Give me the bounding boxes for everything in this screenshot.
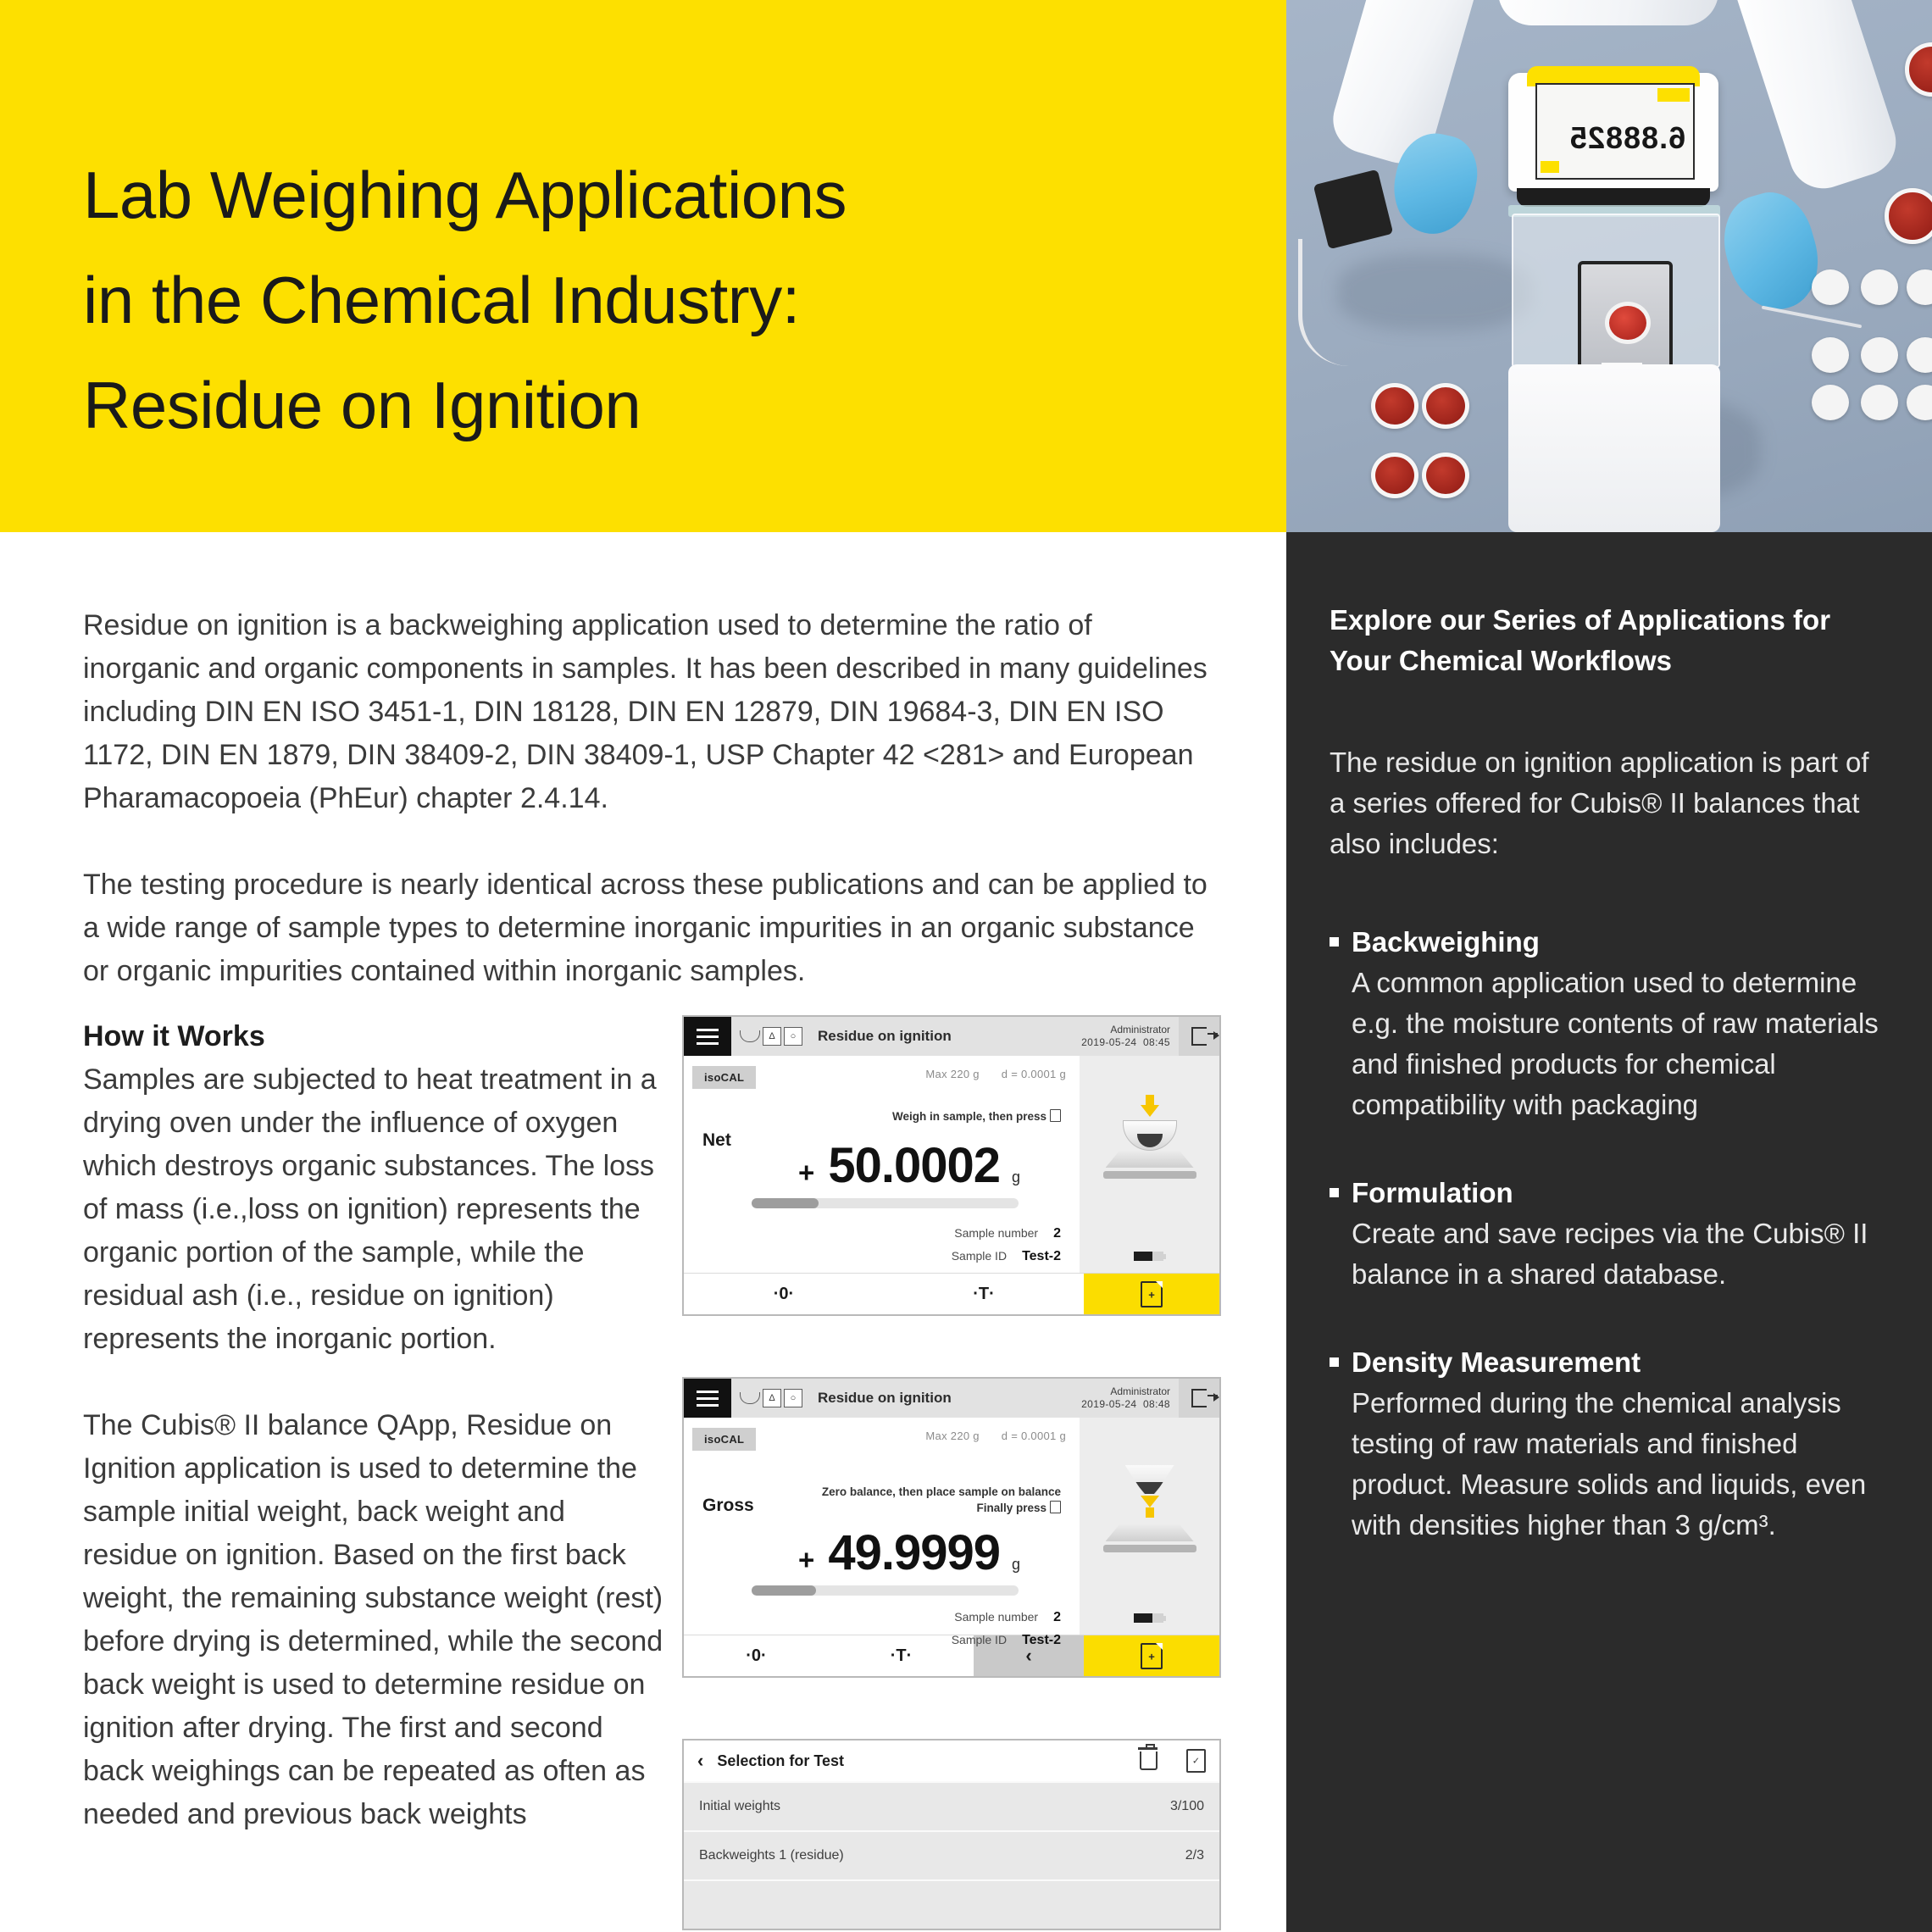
- page-title-line-3: Residue on Ignition: [83, 368, 641, 442]
- isocal-badge[interactable]: isoCAL: [692, 1428, 756, 1451]
- instruction-text: Zero balance, then place sample on balance Finally press: [821, 1485, 1061, 1514]
- sample-id-label: Sample ID: [951, 1249, 1008, 1263]
- balance-screenshot-gross: [682, 1377, 1221, 1678]
- balance-footer-keys: [684, 1273, 1219, 1314]
- table-row[interactable]: [684, 1879, 1219, 1929]
- sample-number-value: 2: [1053, 1610, 1061, 1624]
- document-plus-icon: +: [1141, 1281, 1163, 1307]
- photo-dish: [1861, 385, 1898, 420]
- bullet-square-icon: [1330, 1188, 1339, 1197]
- photo-dish: [1812, 385, 1849, 420]
- print-button[interactable]: [1084, 1274, 1219, 1314]
- list-item-title: Density Measurement: [1352, 1346, 1641, 1378]
- photo-dish: [1861, 269, 1898, 305]
- sidebar-heading: Explore our Series of Applications for Your Chemical Workflows: [1330, 604, 1831, 676]
- row-label: Backweights 1 (residue): [699, 1848, 844, 1863]
- table-row[interactable]: [684, 1781, 1219, 1830]
- balance-screen-body: [684, 1056, 1219, 1273]
- app-title: Residue on ignition: [818, 1028, 952, 1044]
- weight-sign: +: [798, 1544, 815, 1575]
- weight-sign: +: [798, 1157, 815, 1188]
- balance-pictogram-panel: [1080, 1056, 1219, 1273]
- photo-balance-screen: [1535, 83, 1695, 180]
- document-plus-icon: [1050, 1501, 1061, 1513]
- document-check-icon[interactable]: [1186, 1749, 1206, 1773]
- session-meta: [1081, 1017, 1179, 1056]
- sidebar-application-list: [1330, 922, 1880, 1546]
- sample-number-label: Sample number: [954, 1226, 1039, 1240]
- weight-unit: g: [1011, 1556, 1020, 1573]
- list-item-title: Backweighing: [1352, 926, 1540, 958]
- selection-list-header: [684, 1740, 1219, 1781]
- list-item: [1330, 1342, 1880, 1546]
- capacity-info: [907, 1430, 1066, 1442]
- row-count: 3/100: [1169, 1799, 1204, 1813]
- how-it-works-column: [83, 1015, 663, 1836]
- photo-balance-neck: [1517, 188, 1710, 207]
- level-icon: ○: [784, 1389, 802, 1407]
- zero-button[interactable]: ·0·: [773, 1284, 795, 1303]
- table-row[interactable]: [684, 1830, 1219, 1879]
- hero-band: [0, 0, 1932, 532]
- balance-screenshot-net: [682, 1015, 1221, 1316]
- qapp-body: The Cubis® II balance QApp, Residue on Ignition application is used to determine the sample initial weight, back weight and residue on ignition. Based on the first back weight, the remaining substance weight (rest) before drying is determined, while the second back weight is used to determine residue on ignition after drying. The first and second back weighings can be repeated as often as needed and previous back weights: [83, 1409, 663, 1830]
- tare-button[interactable]: ·T·: [973, 1284, 995, 1303]
- photo-dish: [1812, 269, 1849, 305]
- photo-dish: [1861, 337, 1898, 373]
- menu-button[interactable]: [684, 1017, 731, 1056]
- screenshot-stack: [682, 1015, 1224, 1930]
- selection-list-screenshot: [682, 1739, 1221, 1930]
- balance-topbar: [684, 1017, 1219, 1056]
- how-it-works-body: Samples are subjected to heat treatment in a drying oven under the influence of oxygen which destroys organic substances. The loss of mass (i.e.,loss on ignition) represents the organic portion of the sample, while the residual ash (i.e., residue on ignition) represents the inorganic portion.: [83, 1063, 657, 1355]
- photo-dish: [1371, 452, 1418, 498]
- hero-photo: [1286, 0, 1932, 532]
- menu-button[interactable]: [684, 1379, 731, 1418]
- list-item: [1330, 1173, 1880, 1295]
- print-button[interactable]: [1084, 1635, 1219, 1676]
- capacity-max: Max 220 g: [925, 1430, 980, 1442]
- lead-paragraph-2: The testing procedure is nearly identical across these publications and can be applied to a wide range of sample types to determine inorganic impurities in an organic substance or organic impurities contained within inorganic samples.: [83, 869, 1208, 987]
- photo-balance-reading: 6.88825: [1569, 120, 1686, 155]
- weighing-pan-icon: [740, 1030, 760, 1042]
- section-heading-how-it-works: How it Works: [83, 1020, 265, 1052]
- row-count: 2/3: [1185, 1848, 1204, 1863]
- balance-pictogram-panel: [1080, 1418, 1219, 1635]
- weight-readout: [798, 1137, 1020, 1194]
- logout-icon: [1191, 1389, 1207, 1407]
- logout-button[interactable]: [1179, 1017, 1219, 1056]
- trash-icon[interactable]: [1140, 1752, 1158, 1770]
- status-icons: [731, 1379, 809, 1418]
- document-plus-icon: +: [1141, 1643, 1163, 1669]
- photo-shoulder: [1498, 0, 1718, 25]
- user-name: Administrator: [1110, 1024, 1170, 1035]
- capacity-info: [907, 1068, 1066, 1080]
- instruction-text: Weigh in sample, then press: [892, 1108, 1061, 1124]
- sample-id-value: Test-2: [1022, 1633, 1061, 1647]
- logout-button[interactable]: [1179, 1379, 1219, 1418]
- list-item-body: Create and save recipes via the Cubis® II balance in a shared database.: [1352, 1218, 1868, 1290]
- weight-unit: g: [1011, 1169, 1020, 1185]
- date-time: 2019-05-24 08:48: [1081, 1398, 1170, 1410]
- sample-id-value: Test-2: [1022, 1249, 1061, 1263]
- sample-number-value: 2: [1053, 1226, 1061, 1241]
- battery-icon: [1134, 1252, 1166, 1261]
- session-meta: [1081, 1379, 1179, 1418]
- list-item-body: A common application used to determine e.g. the moisture contents of raw materials and finished products for chemical compatibility with packaging: [1352, 967, 1879, 1120]
- user-name: Administrator: [1110, 1385, 1170, 1397]
- bullet-square-icon: [1330, 937, 1339, 947]
- balance-topbar: [684, 1379, 1219, 1418]
- list-item-title: Formulation: [1352, 1177, 1513, 1208]
- page-title-line-1: Lab Weighing Applications: [83, 158, 847, 232]
- back-button[interactable]: ‹: [974, 1635, 1084, 1676]
- zero-button[interactable]: ·0·: [746, 1646, 767, 1665]
- capacity-max: Max 220 g: [925, 1068, 980, 1080]
- sample-info: [952, 1222, 1061, 1268]
- lead-paragraph-1: Residue on ignition is a backweighing application used to determine the ratio of inorganic and organic components in samples. It has been described in many guidelines including DIN EN ISO 3451-1, DIN 18128, DIN EN 12879, DIN 19684-3, DIN EN ISO 1172, DIN EN 1879, DIN 38409-2, DIN 38409-1, USP Chapter 42 <281> and European Pharamacopoeia (PhEur) chapter 2.4.14.: [83, 609, 1208, 814]
- page-title-line-2: in the Chemical Industry:: [83, 263, 800, 337]
- delta-icon: Δ: [763, 1027, 781, 1046]
- capacity-bargraph: [752, 1585, 1019, 1596]
- photo-dish: [1812, 337, 1849, 373]
- logout-icon: [1191, 1027, 1207, 1046]
- photo-dish: [1371, 383, 1418, 429]
- sample-id-label: Sample ID: [951, 1633, 1008, 1646]
- app-title: Residue on ignition: [818, 1390, 952, 1406]
- document-plus-icon: [1050, 1109, 1061, 1122]
- capacity-readability: d = 0.0001 g: [1001, 1068, 1066, 1080]
- weight-readout: [798, 1524, 1020, 1581]
- weigh-in-pictogram: [1103, 1095, 1196, 1179]
- isocal-badge[interactable]: isoCAL: [692, 1066, 756, 1089]
- photo-sample-plate: [1578, 261, 1673, 378]
- row-label: Initial weights: [699, 1799, 781, 1813]
- photo-dish: [1422, 383, 1469, 429]
- hero-yellow-panel: [0, 0, 1286, 532]
- weighing-mode: Gross: [702, 1496, 754, 1515]
- sample-number-label: Sample number: [954, 1610, 1039, 1624]
- date-time: 2019-05-24 08:45: [1081, 1036, 1170, 1048]
- tare-button[interactable]: ·T·: [890, 1646, 913, 1665]
- photo-balance-head: [1508, 73, 1718, 192]
- balance-screen-body: [684, 1418, 1219, 1647]
- page-title: [83, 142, 1219, 458]
- weight-value: 50.0002: [828, 1138, 1000, 1193]
- photo-shadow: [1337, 254, 1532, 330]
- sidebar-panel: [1286, 532, 1932, 1932]
- list-item-body: Performed during the chemical analysis testing of raw materials and finished product. Measure solids and liquids, even with densities higher than 3 g/cm³.: [1352, 1387, 1867, 1541]
- capacity-bargraph: [752, 1198, 1019, 1208]
- selection-list-title: Selection for Test: [717, 1752, 845, 1769]
- sidebar-intro: The residue on ignition application is part of a series offered for Cubis® II balances that also includes:: [1330, 747, 1869, 859]
- level-icon: ○: [784, 1027, 802, 1046]
- weighing-mode: Net: [702, 1130, 731, 1150]
- photo-sample-dish: [1605, 302, 1651, 344]
- weight-value: 49.9999: [828, 1525, 1000, 1580]
- sample-info: [952, 1606, 1061, 1652]
- delta-icon: Δ: [763, 1389, 781, 1407]
- weighing-pan-icon: [740, 1392, 760, 1404]
- photo-dish: [1422, 452, 1469, 498]
- battery-icon: [1134, 1613, 1166, 1623]
- place-sample-pictogram: [1103, 1465, 1196, 1552]
- list-item: [1330, 922, 1880, 1125]
- capacity-readability: d = 0.0001 g: [1001, 1430, 1066, 1442]
- status-icons: [731, 1017, 809, 1056]
- chevron-left-icon[interactable]: ‹: [697, 1750, 704, 1771]
- bullet-square-icon: [1330, 1357, 1339, 1367]
- lead-text: [83, 604, 1210, 993]
- content-area: [0, 532, 1932, 1932]
- photo-balance-base: [1508, 364, 1720, 532]
